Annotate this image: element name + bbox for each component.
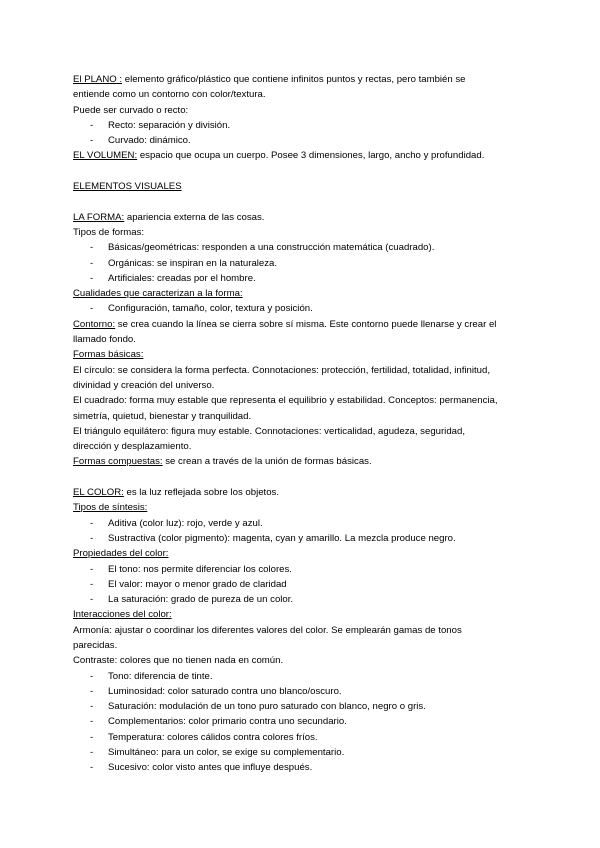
formas-basicas-heading: Formas básicas: [73,349,144,361]
list-item: - El tono: nos permite diferenciar los colores. [90,563,292,575]
list-item-text: Artificiales: creadas por el hombre. [108,272,256,284]
list-item-text: El valor: mayor o menor grado de claridad [108,578,287,590]
plano-text-2: entiende como un contorno con color/textura. [73,89,266,101]
propiedades-heading: Propiedades del color: [73,548,169,560]
list-item: - Sustractiva (color pigmento): magenta, cyan y amarillo. La mezcla produce negro. [90,532,456,544]
list-item-text: Sucesivo: color visto antes que influye después. [108,762,313,774]
compuestas-title: Formas compuestas: [73,456,163,468]
elementos-visuales-heading: ELEMENTOS VISUALES [73,181,182,193]
circulo-text-1: El círculo: se considera la forma perfecta. Connotaciones: protección, fertilidad, totalidad, infinitud, [73,364,491,376]
armonia-text-2: parecidas. [73,639,118,651]
list-item: - Temperatura: colores cálidos contra colores fríos. [90,731,318,743]
list-item-text: Saturación: modulación de un tono puro saturado con blanco, negro o gris. [108,701,426,713]
list-item-text: La saturación: grado de pureza de un color. [108,594,294,606]
forma-line [73,210,540,225]
list-item: - Recto: separación y división. [90,119,231,131]
contorno-title: Contorno: [73,318,116,330]
list-item: - La saturación: grado de pureza de un color. [90,594,294,606]
list-item-text: Simultáneo: para un color, se exige su complementario. [108,747,345,759]
color-text: es la luz reflejada sobre los objetos. [123,487,280,499]
list-item: - Básicas/geométricas: responden a una construcción matemática (cuadrado). [90,242,435,254]
list-item: - Configuración, tamaño, color, textura y posición. [90,303,313,315]
contraste-intro: Contraste: colores que no tienen nada en común. [73,655,284,667]
list-item: - Tono: diferencia de tinte. [90,670,213,682]
list-item-text: Sustractiva (color pigmento): magenta, cyan y amarillo. La mezcla produce negro. [108,532,456,544]
forma-text: apariencia externa de las cosas. [124,211,265,223]
list-item: - Aditiva (color luz): rojo, verde y azul. [90,517,263,529]
circulo-text-2: divinidad y creación del universo. [73,379,215,391]
plano-text-1: elemento gráfico/plástico que contiene infinitos puntos y rectas, pero también se [122,74,466,85]
forma-tipos-label: Tipos de formas: [73,226,145,238]
interacciones-heading: Interacciones del color: [73,609,172,621]
triangulo-text-2: dirección y desplazamiento. [73,441,192,453]
list-item: - Simultáneo: para un color, se exige su complementario. [90,747,345,759]
list-item: - Orgánicas: se inspiran en la naturaleza. [90,257,278,269]
compuestas-line [73,454,540,469]
list-item-text: Configuración, tamaño, color, textura y posición. [108,303,313,315]
cuadrado-text-2: simetría, quietud, bienestar y tranquilidad. [73,410,252,422]
list-item-text: Complementarios: color primario contra uno secundario. [108,716,347,728]
list-item: - El valor: mayor o menor grado de claridad [90,578,287,590]
color-line [73,485,540,500]
volumen-text: espacio que ocupa un cuerpo. Posee 3 dimensiones, largo, ancho y profundidad. [137,150,485,162]
list-item-text: Aditiva (color luz): rojo, verde y azul. [108,517,263,529]
triangulo-text-1: El triángulo equilátero: figura muy estable. Connotaciones: verticalidad, agudeza, seguridad, [73,425,465,437]
list-item: - Curvado: dinámico. [90,135,191,147]
forma-title: LA FORMA: [73,211,125,223]
list-item-text: Tono: diferencia de tinte. [108,670,213,682]
list-item-text: El tono: nos permite diferenciar los colores. [108,563,292,575]
list-item: - Complementarios: color primario contra uno secundario. [90,716,347,728]
color-title: EL COLOR: [73,487,124,499]
list-item-text: Curvado: dinámico. [108,135,191,147]
plano-title: El PLANO : [73,74,123,85]
list-item-text: Temperatura: colores cálidos contra colores fríos. [108,731,318,743]
cualidades-heading: Cualidades que caracterizan a la forma: [73,288,243,300]
sintesis-heading: Tipos de síntesis: [73,502,148,514]
contorno-text-2: llamado fondo. [73,334,136,346]
plano-types-intro: Puede ser curvado o recto: [73,104,189,116]
cuadrado-text-1: El cuadrado: forma muy estable que representa el equilibrio y estabilidad. Conceptos: permanencia, [73,395,498,407]
volumen-line [73,148,540,163]
contorno-line-1 [73,317,540,332]
volumen-title: EL VOLUMEN: [73,150,138,162]
list-item: - Saturación: modulación de un tono puro saturado con blanco, negro o gris. [90,701,426,713]
list-item: - Luminosidad: color saturado contra uno blanco/oscuro. [90,685,342,697]
plano-line-1 [73,72,540,87]
list-item-text: Luminosidad: color saturado contra uno blanco/oscuro. [108,685,342,697]
list-item-text: Recto: separación y división. [108,119,231,131]
list-item: - Artificiales: creadas por el hombre. [90,272,256,284]
list-item: - Sucesivo: color visto antes que influye después. [90,762,313,774]
armonia-text-1: Armonía: ajustar o coordinar los diferentes valores del color. Se emplearán gamas de tonos [73,624,462,636]
list-item-text: Básicas/geométricas: responden a una construcción matemática (cuadrado). [108,242,435,254]
compuestas-text: se crean a través de la unión de formas básicas. [162,456,372,468]
list-item-text: Orgánicas: se inspiran en la naturaleza. [108,257,278,269]
contorno-text-1: se crea cuando la línea se cierra sobre sí misma. Este contorno puede llenarse y crear el [115,318,497,330]
